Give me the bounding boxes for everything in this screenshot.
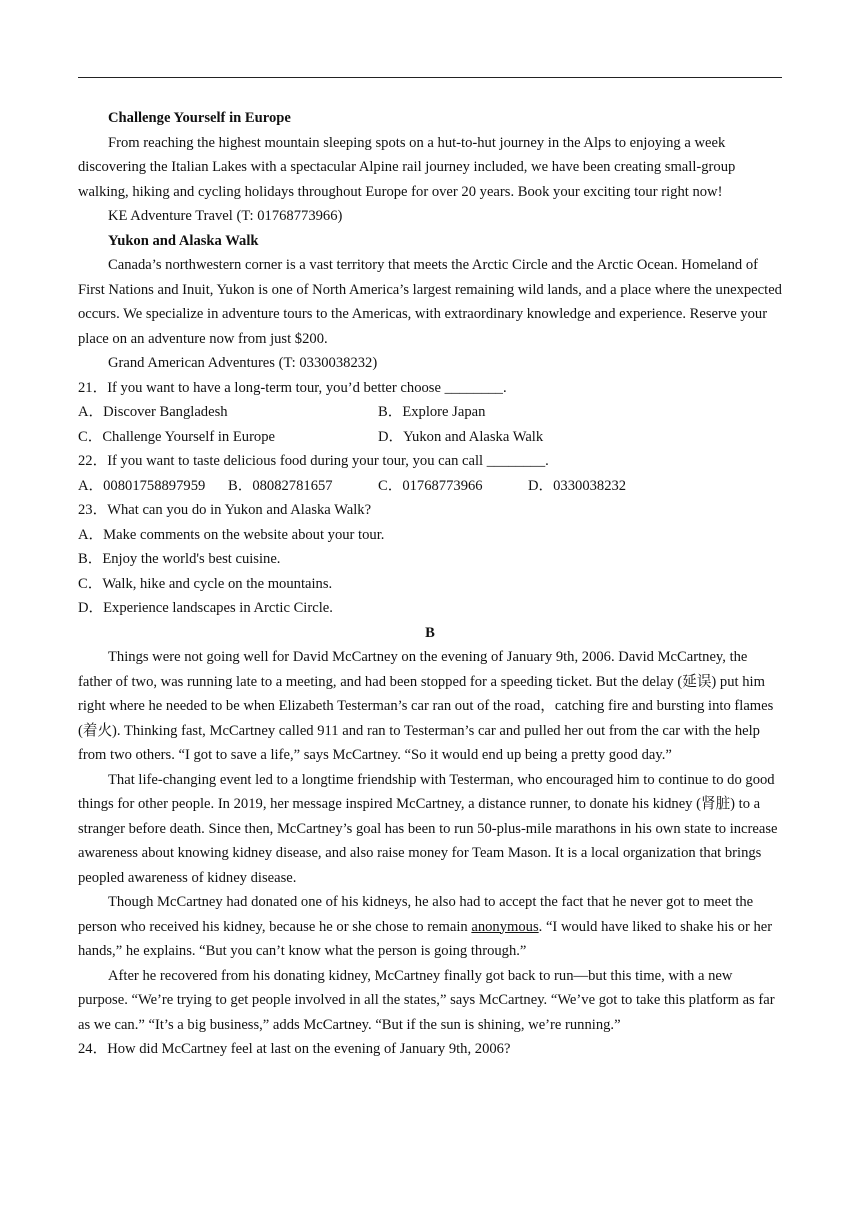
question-21: 21．If you want to have a long-term tour, you’d better choose ________. (78, 379, 507, 396)
q23-option-d: D．Experience landscapes in Arctic Circle. (78, 600, 333, 616)
passage-b-paragraph-3 (78, 890, 782, 964)
question-22: 22．If you want to taste delicious food during your tour, you can call ________. (78, 453, 549, 469)
ad-contact-europe: KE Adventure Travel (T: 01768773966) (108, 208, 343, 224)
q21-option-b: B．Explore Japan (378, 404, 486, 420)
ad-body-yukon: Canada’s northwestern corner is a vast territory that meets the Arctic Circle and the Arctic Ocean. Homeland of First Nations and Inuit, Yukon is one of North America’s largest remaining wild lands, and a place where the unexpected occurs. We specialize in adventure tours to the Americas, with extraordinary knowledge and experience. Reserve your place on an adventure now from just $200. (78, 257, 782, 347)
q21-option-c: C．Challenge Yourself in Europe (78, 428, 275, 445)
ad-title-yukon: Yukon and Alaska Walk (108, 232, 259, 249)
passage-b-paragraph-4: After he recovered from his donating kidney, McCartney finally got back to run—but this time, with a new purpose. “We’re trying to get people involved in all the states,” says McCartney. “We’ve got to take this platform as far as we can.” “It’s a big business,” adds McCartney. “But if the sun is shining, we’re running.” (78, 967, 775, 1033)
passage-b-paragraph-1: Things were not going well for David McCartney on the evening of January 9th, 2006. David McCartney, the father of two, was running late to a meeting, and had been stopped for a speeding ticket. But the delay (延误) put him right where he needed to be when Elizabeth Testerman’s car ran out of the road，catching fire and bursting into flames (着火). Thinking fast, McCartney called 911 and ran to Testerman’s car and pulled her out from the car with the help from two others. “I got to save a life,” says McCartney. “So it would end up being a pretty good day.” (78, 649, 774, 763)
q22-options (78, 474, 782, 499)
q23-option-a: A．Make comments on the website about your tour. (78, 526, 385, 543)
q22-option-d: D．0330038232 (528, 477, 627, 494)
section-b-label: B (425, 624, 435, 641)
p3-text-before: Though McCartney had donated one of his kidneys, he also had to accept the fact that he never got to meet the person who received his kidney, because he or she chose to remain (78, 894, 754, 935)
q21-options-row-1 (78, 400, 782, 425)
q22-option-b: B．08082781657 (228, 477, 333, 494)
q22-option-a: A．00801758897959 (78, 477, 206, 494)
ad-contact-yukon: Grand American Adventures (T: 0330038232) (108, 355, 378, 371)
ad-title-europe: Challenge Yourself in Europe (108, 110, 291, 126)
underlined-word: anonymous (471, 918, 539, 935)
ad-body-europe: From reaching the highest mountain sleeping spots on a hut-to-hut journey in the Alps to enjoying a week discovering the Italian Lakes with a spectacular Alpine rail journey included, we have been creating small-group walking, hiking and cycling holidays throughout Europe for over 20 years. Book your exciting tour right now! (78, 134, 736, 200)
question-23: 23．What can you do in Yukon and Alaska Walk? (78, 502, 372, 518)
q23-option-b: B．Enjoy the world's best cuisine. (78, 551, 281, 567)
passage-b-paragraph-2: That life-changing event led to a longtime friendship with Testerman, who encouraged him to continue to do good things for other people. In 2019, her message inspired McCartney, a distance runner, to donate his kidney (肾脏) to a stranger before death. Since then, McCartney’s goal has been to run 50-plus-mile marathons in his own state to increase awareness about knowing kidney disease, and also raise money for Team Mason. It is a local organization that brings peopled awareness of kidney disease. (78, 771, 778, 886)
q23-option-c: C．Walk, hike and cycle on the mountains. (78, 575, 333, 592)
q21-option-a: A．Discover Bangladesh (78, 404, 228, 420)
document-page (78, 106, 782, 1062)
q21-options-row-2 (78, 425, 782, 450)
q22-option-c: C．01768773966 (378, 477, 483, 494)
p3-text-after: . “I would have liked to shake his or her hands,” he explains. “But you can’t know what the person is going through.” (78, 918, 773, 959)
q21-option-d: D．Yukon and Alaska Walk (378, 428, 544, 445)
header-rule (78, 77, 782, 78)
question-24: 24．How did McCartney feel at last on the evening of January 9th, 2006? (78, 1041, 511, 1057)
